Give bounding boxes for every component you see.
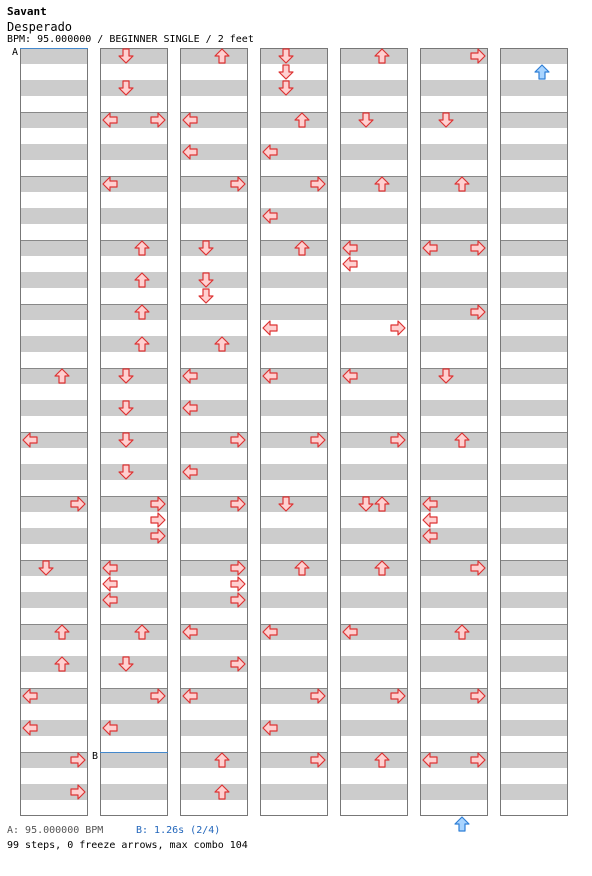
measure-stripe (260, 272, 328, 288)
step-arrow (343, 257, 357, 271)
measure-stripe (180, 528, 248, 544)
measure-stripe (420, 432, 488, 448)
measure-stripe (180, 336, 248, 352)
measure-stripe (340, 80, 408, 96)
measure-stripe (260, 784, 328, 800)
measure-stripe (420, 656, 488, 672)
measure-stripe (20, 592, 88, 608)
measure-stripe (500, 80, 568, 96)
measure-stripe (340, 784, 408, 800)
measure-stripe (260, 304, 328, 320)
measure-stripe (100, 784, 168, 800)
measure-stripe (340, 272, 408, 288)
measure-stripe (340, 464, 408, 480)
measure-stripe (100, 368, 168, 384)
measure-stripe (340, 752, 408, 768)
step-arrow (199, 289, 213, 303)
measure-stripe (180, 272, 248, 288)
marker-label: B (92, 751, 99, 762)
measure-stripe (100, 336, 168, 352)
measure-stripe (100, 304, 168, 320)
measure-stripe (20, 272, 88, 288)
measure-stripe (500, 240, 568, 256)
measure-stripe (340, 656, 408, 672)
measure-stripe (100, 656, 168, 672)
measure-stripe (420, 336, 488, 352)
measure-stripe (180, 80, 248, 96)
measure-stripe (100, 80, 168, 96)
measure-stripe (500, 592, 568, 608)
measure-stripe (260, 48, 328, 64)
measure-stripe (340, 176, 408, 192)
measure-stripe (260, 80, 328, 96)
measure-stripe (20, 304, 88, 320)
measure-stripe (500, 304, 568, 320)
artist-name: Savant (7, 5, 47, 18)
measure-stripe (260, 560, 328, 576)
measure-stripe (20, 112, 88, 128)
measure-stripe (500, 688, 568, 704)
measure-stripe (20, 240, 88, 256)
step-arrow (423, 513, 437, 527)
step-arrow (263, 321, 277, 335)
measure-stripe (500, 560, 568, 576)
measure-stripe (500, 464, 568, 480)
measure-stripe (260, 112, 328, 128)
bpm-legend: A: 95.000000 BPM (7, 825, 104, 836)
measure-stripe (260, 336, 328, 352)
step-arrow (455, 817, 469, 831)
measure-stripe (20, 48, 88, 64)
measure-stripe (260, 656, 328, 672)
measure-stripe (100, 400, 168, 416)
measure-stripe (500, 656, 568, 672)
measure-stripe (340, 304, 408, 320)
measure-stripe (420, 272, 488, 288)
measure-stripe (420, 176, 488, 192)
measure-stripe (20, 400, 88, 416)
step-arrow (151, 513, 165, 527)
measure-stripe (340, 528, 408, 544)
measure-stripe (500, 336, 568, 352)
measure-stripe (100, 144, 168, 160)
measure-stripe (100, 624, 168, 640)
measure-stripe (100, 48, 168, 64)
measure-stripe (20, 176, 88, 192)
measure-stripe (420, 624, 488, 640)
measure-stripe (500, 272, 568, 288)
step-arrow (391, 321, 405, 335)
measure-stripe (420, 784, 488, 800)
measure-stripe (260, 464, 328, 480)
measure-stripe (420, 80, 488, 96)
marker-label: A (12, 47, 19, 58)
measure-stripe (340, 592, 408, 608)
measure-stripe (260, 592, 328, 608)
measure-stripe (100, 240, 168, 256)
measure-stripe (340, 336, 408, 352)
measure-stripe (420, 208, 488, 224)
measure-stripe (180, 752, 248, 768)
measure-stripe (500, 752, 568, 768)
measure-stripe (500, 48, 568, 64)
measure-stripe (340, 208, 408, 224)
measure-stripe (20, 560, 88, 576)
measure-stripe (100, 464, 168, 480)
measure-stripe (20, 336, 88, 352)
measure-stripe (500, 624, 568, 640)
step-arrow (279, 65, 293, 79)
stop-legend: B: 1.26s (2/4) (136, 825, 221, 836)
measure-stripe (260, 496, 328, 512)
measure-stripe (500, 432, 568, 448)
measure-stripe (420, 464, 488, 480)
measure-stripe (420, 592, 488, 608)
measure-stripe (180, 208, 248, 224)
measure-stripe (20, 656, 88, 672)
measure-stripe (500, 368, 568, 384)
step-arrow (231, 577, 245, 591)
measure-stripe (340, 48, 408, 64)
chart-info: BPM: 95.000000 / BEGINNER SINGLE / 2 feet (7, 34, 254, 45)
measure-stripe (500, 144, 568, 160)
measure-stripe (180, 304, 248, 320)
measure-stripe (260, 528, 328, 544)
measure-stripe (20, 80, 88, 96)
chart-stats: 99 steps, 0 freeze arrows, max combo 104 (7, 840, 248, 851)
measure-stripe (500, 496, 568, 512)
measure-stripe (100, 208, 168, 224)
measure-stripe (260, 400, 328, 416)
step-arrow (103, 577, 117, 591)
measure-stripe (420, 144, 488, 160)
measure-stripe (500, 208, 568, 224)
measure-stripe (420, 400, 488, 416)
measure-stripe (500, 720, 568, 736)
measure-stripe (500, 112, 568, 128)
measure-stripe (420, 368, 488, 384)
measure-stripe (20, 368, 88, 384)
step-arrow (535, 65, 549, 79)
measure-stripe (20, 624, 88, 640)
measure-stripe (340, 144, 408, 160)
measure-stripe (100, 432, 168, 448)
measure-stripe (20, 144, 88, 160)
measure-stripe (180, 240, 248, 256)
song-title: Desperado (7, 20, 73, 34)
measure-stripe (500, 400, 568, 416)
measure-stripe (420, 720, 488, 736)
measure-stripe (340, 400, 408, 416)
measure-stripe (180, 48, 248, 64)
measure-stripe (500, 784, 568, 800)
measure-stripe (340, 560, 408, 576)
measure-stripe (500, 528, 568, 544)
measure-stripe (340, 720, 408, 736)
measure-stripe (500, 176, 568, 192)
measure-stripe (100, 752, 168, 768)
measure-stripe (100, 272, 168, 288)
measure-stripe (260, 240, 328, 256)
measure-stripe (340, 112, 408, 128)
measure-stripe (180, 720, 248, 736)
measure-stripe (20, 528, 88, 544)
measure-stripe (20, 208, 88, 224)
measure-stripe (420, 112, 488, 128)
measure-stripe (180, 784, 248, 800)
measure-stripe (340, 496, 408, 512)
measure-stripe (20, 464, 88, 480)
